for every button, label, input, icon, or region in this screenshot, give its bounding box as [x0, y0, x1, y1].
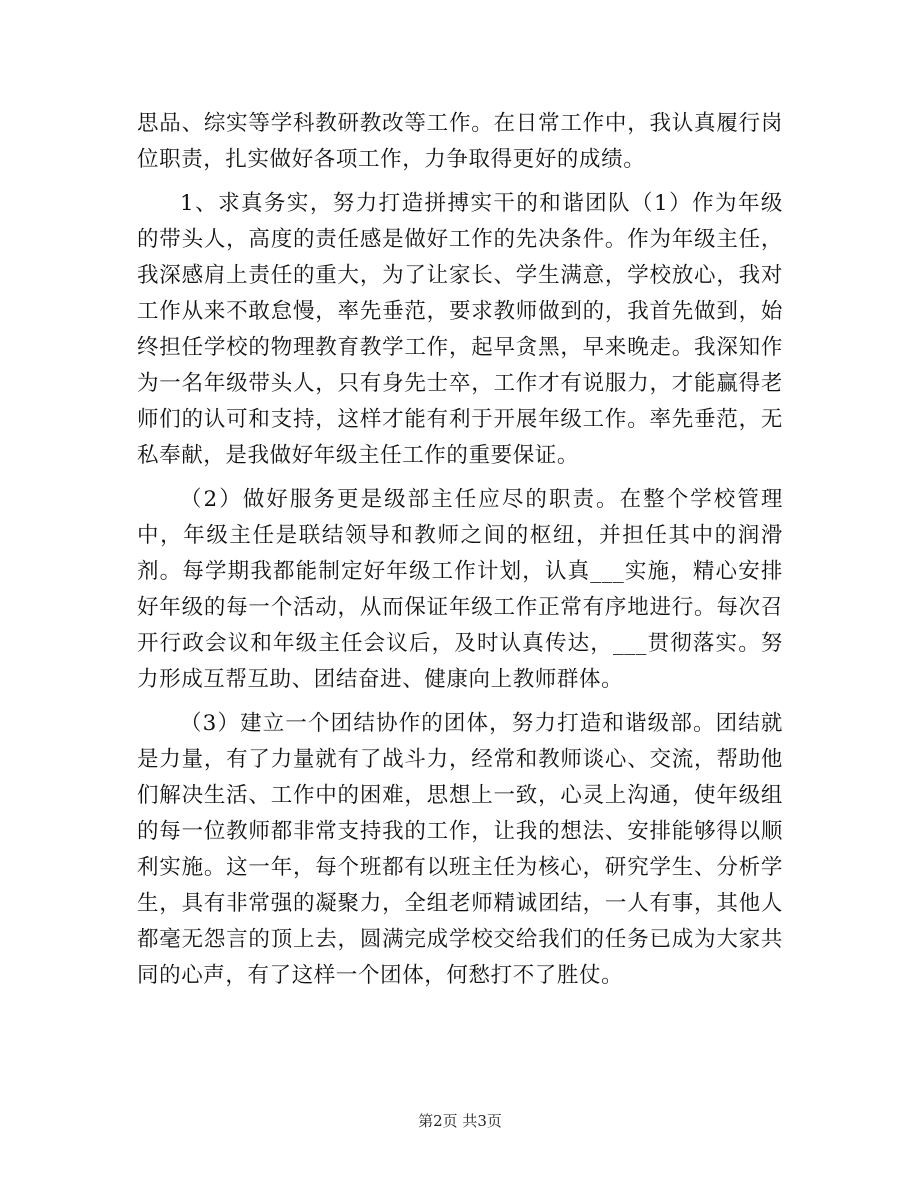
- document-body: [137, 106, 783, 994]
- paragraph-continuation: 思品、综实等学科教研教改等工作。在日常工作中，我认真履行岗位职责，扎实做好各项工作，力争取得更好的成绩。: [137, 111, 783, 172]
- page-number-footer: 第2页 共3页: [418, 1112, 502, 1130]
- paragraph-section-3: （3）建立一个团结协作的团体，努力打造和谐级部。团结就是力量，有了力量就有了战斗力，经常和教师谈心、交流，帮助他们解决生活、工作中的困难，思想上一致，心灵上沟通，使年级组的每一位教师都非常支持我的工作，让我的想法、安排能够得以顺利实施。这一年，每个班都有以班主任为核心，研究学生、分析学生，具有非常强的凝聚力，全组老师精诚团结，一人有事，其他人都毫无怨言的顶上去，圆满完成学校交给我们的任务已成为大家共同的心声，有了这样一个团体，何愁打不了胜仗。: [137, 711, 783, 988]
- paragraph-section-2: （2）做好服务更是级部主任应尽的职责。在整个学校管理中，年级主任是联结领导和教师之间的枢纽，并担任其中的润滑剂。每学期我都能制定好年级工作计划，认真___实施，精心安排好年级的每一个活动，从而保证年级工作正常有序地进行。每次召开行政会议和年级主任会议后，及时认真传达，___贯彻落实。努力形成互帮互助、团结奋进、健康向上教师群体。: [137, 487, 783, 692]
- paragraph-section-1: 1、求真务实，努力打造拼搏实干的和谐团队（1）作为年级的带头人，高度的责任感是做好工作的先决条件。作为年级主任，我深感肩上责任的重大，为了让家长、学生满意，学校放心，我对工作从来不敢怠慢，率先垂范，要求教师做到的，我首先做到，始终担任学校的物理教育教学工作，起早贪黑，早来晚走。我深知作为一名年级带头人，只有身先士卒，工作才有说服力，才能赢得老师们的认可和支持，这样才能有利于开展年级工作。率先垂范，无私奉献，是我做好年级主任工作的重要保证。: [137, 191, 783, 468]
